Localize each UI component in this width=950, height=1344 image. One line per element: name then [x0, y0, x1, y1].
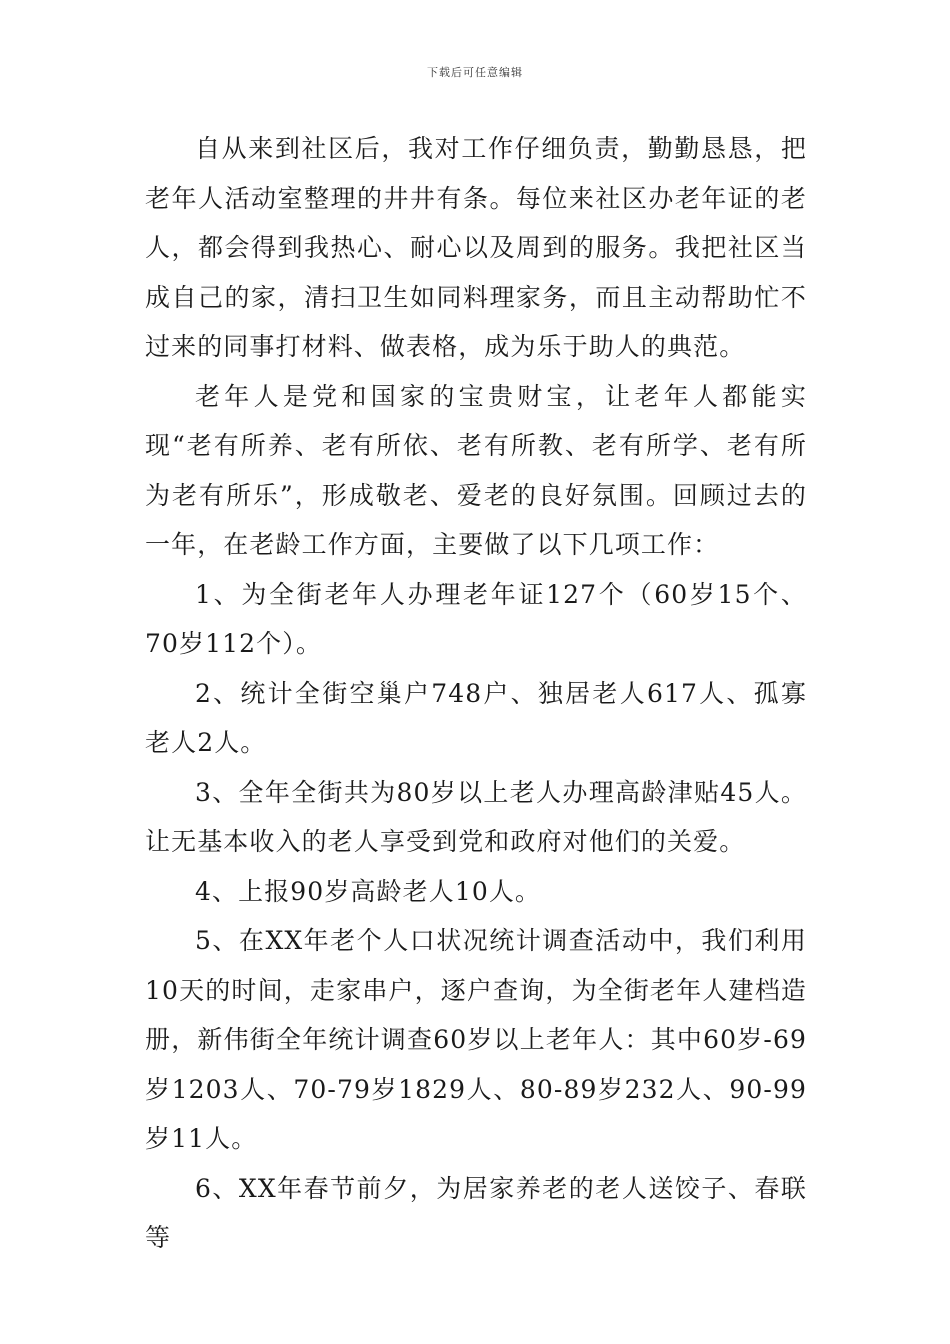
- list-item-5: 5、在XX年老个人口状况统计调查活动中，我们利用10天的时间，走家串户，逐户查询，为全街老年人建档造册，新伟街全年统计调查60岁以上老年人：其中60岁-69岁1203人、70-79岁1829人、80-89岁232人、90-99岁11人。: [145, 926, 807, 1153]
- page-header: 下载后可任意编辑: [427, 66, 523, 79]
- paragraph-overview: 老年人是党和国家的宝贵财宝，让老年人都能实现“老有所养、老有所依、老有所教、老有所学、老有所为老有所乐”，形成敬老、爱老的良好氛围。回顾过去的一年，在老龄工作方面，主要做了以下几项工作：: [145, 381, 807, 559]
- list-item-1: 1、为全街老年人办理老年证127个（60岁15个、70岁112个）。: [145, 579, 807, 658]
- paragraph-intro: 自从来到社区后，我对工作仔细负责，勤勤恳恳，把老年人活动室整理的井井有条。每位来社区办老年证的老人，都会得到我热心、耐心以及周到的服务。我把社区当成自己的家，清扫卫生如同料理家务，而且主动帮助忙不过来的同事打材料、做表格，成为乐于助人的典范。: [145, 134, 807, 361]
- list-item-4: 4、上报90岁高龄老人10人。: [195, 876, 542, 906]
- list-item-2: 2、统计全街空巢户748户、独居老人617人、孤寡老人2人。: [145, 678, 807, 757]
- document-body: [145, 124, 807, 1263]
- list-item-6: 6、XX年春节前夕，为居家养老的老人送饺子、春联等: [145, 1173, 807, 1252]
- list-item-3: 3、全年全街共为80岁以上老人办理高龄津贴45人。让无基本收入的老人享受到党和政府对他们的关爱。: [145, 777, 807, 856]
